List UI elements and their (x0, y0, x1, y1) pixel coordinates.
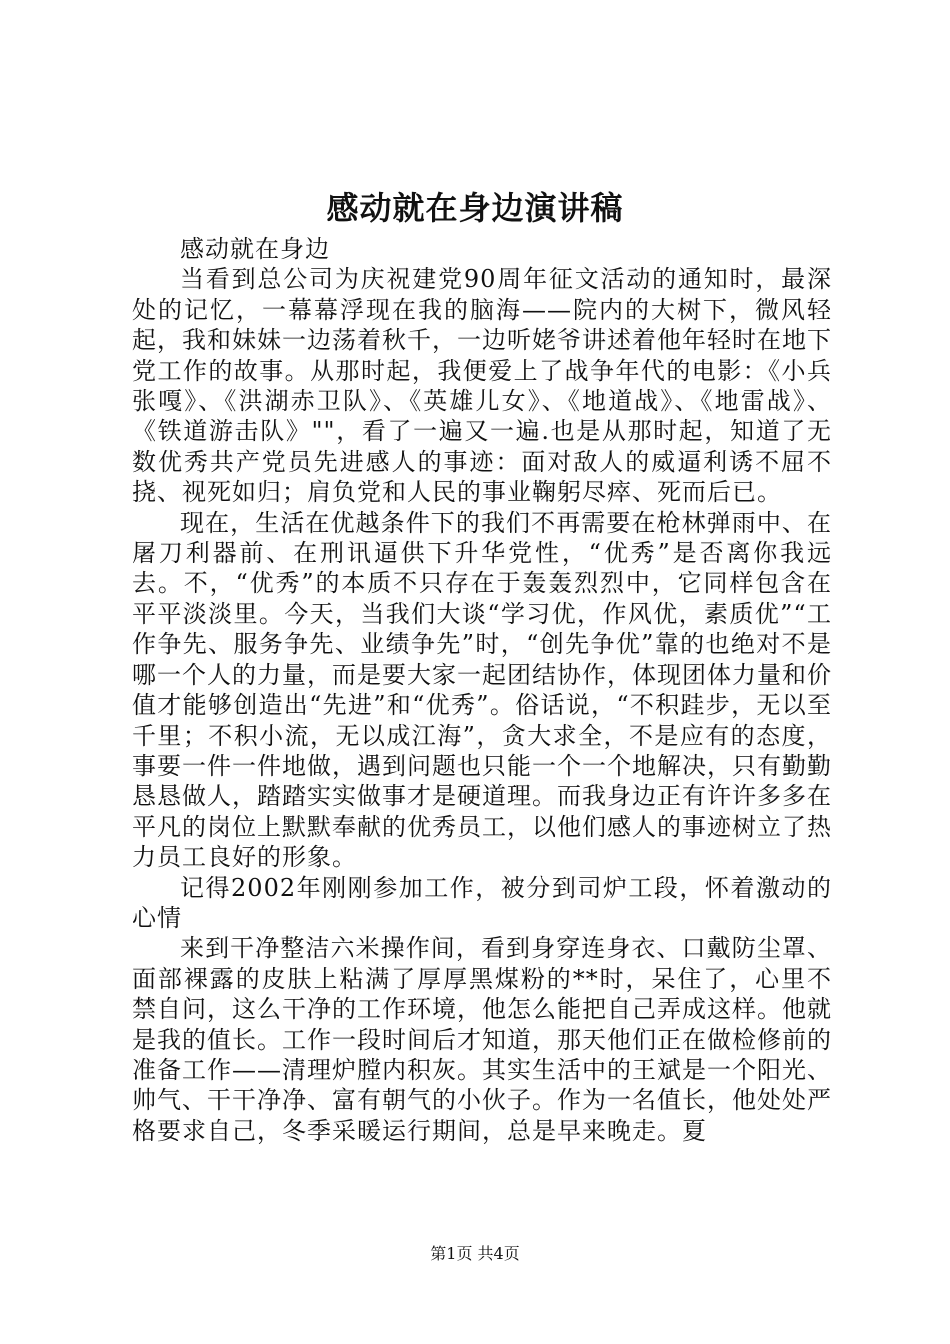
paragraph-1: 当看到总公司为庆祝建党90周年征文活动的通知时，最深处的记忆，一幕幕浮现在我的脑海——院内的大树下，微风轻起，我和妹妹一边荡着秋千，一边听姥爷讲述着他年轻时在地下党工作的故事。从那时起，我便爱上了战争年代的电影：《小兵张嘎》、《洪湖赤卫队》、《英雄儿女》、《地道战》、《地雷战》、《铁道游击队》""，看了一遍又一遍.也是从那时起，知道了无数优秀共产党员先进感人的事迹：面对敌人的威逼利诱不屈不挠、视死如归；肩负党和人民的事业鞠躬尽瘁、死而后已。 (132, 265, 832, 507)
paragraph-subtitle: 感动就在身边 (180, 235, 330, 263)
paragraph-3: 记得2002年刚刚参加工作，被分到司炉工段，怀着激动的心情 (132, 873, 832, 932)
document-title: 感动就在身边演讲稿 (326, 189, 624, 227)
paragraph-2: 现在，生活在优越条件下的我们不再需要在枪林弹雨中、在屠刀利器前、在刑讯逼供下升华党性，“优秀”是否离你我远去。不，“优秀”的本质不只存在于轰轰烈烈中，它同样包含在平平淡淡里。今天，当我们大谈“学习优，作风优，素质优”“工作争先、服务争先、业绩争先”时，“创先争优”靠的也绝对不是哪一个人的力量，而是要大家一起团结协作，体现团体力量和价值才能够创造出“先进”和“优秀”。俗话说，“不积跬步，无以至千里；不积小流，无以成江海”，贪大求全，不是应有的态度，事要一件一件地做，遇到问题也只能一个一个地解决，只有勤勤恳恳做人，踏踏实实做事才是硬道理。而我身边正有许许多多在平凡的岗位上默默奉献的优秀员工，以他们感人的事迹树立了热力员工良好的形象。 (132, 508, 832, 872)
document-body (132, 234, 832, 1146)
paragraph-4: 来到干净整洁六米操作间，看到身穿连身衣、口戴防尘罩、面部裸露的皮肤上粘满了厚厚黑煤粉的**时，呆住了，心里不禁自问，这么干净的工作环境，他怎么能把自己弄成这样。他就是我的值长。工作一段时间后才知道，那天他们正在做检修前的准备工作——清理炉膛内积灰。其实生活中的王斌是一个阳光、帅气、干干净净、富有朝气的小伙子。作为一名值长，他处处严格要求自己，冬季采暖运行期间，总是早来晚走。夏 (132, 934, 832, 1145)
page-footer: 第1页 共4页 (430, 1244, 520, 1263)
